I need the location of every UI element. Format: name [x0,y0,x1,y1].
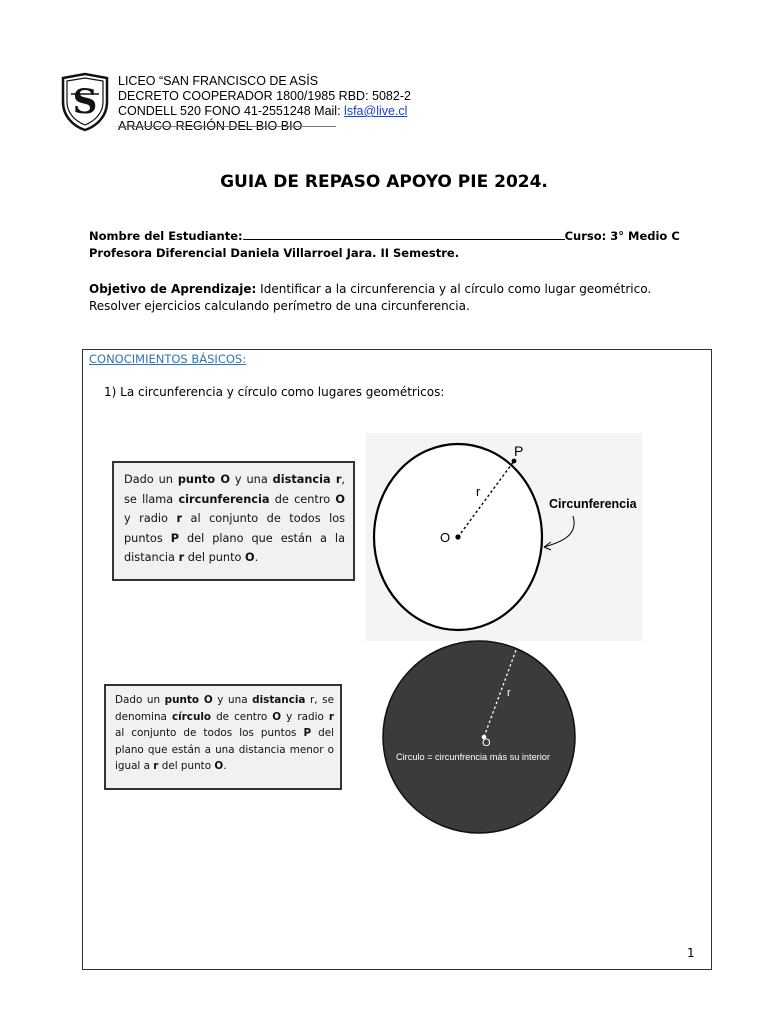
learning-objective [89,281,679,315]
definition-text-run: O [272,710,282,723]
section-heading: CONOCIMIENTOS BÁSICOS: [89,352,247,366]
center-point [455,534,460,539]
student-line [89,229,680,243]
school-decree: DECRETO COOPERADOR 1800/1985 RBD: 5082-2 [118,89,411,103]
filled-disk [383,641,575,833]
label-p: P [514,443,524,459]
definition-text-run: r [176,512,183,525]
circulo-figure [380,638,580,834]
definition-text-run: distancia r [272,473,342,486]
callout-label: Circunferencia [549,497,637,511]
definition-text-run: del plano que están a una distancia menor o igual a [115,727,334,772]
definition-text-run: del punto [158,760,215,772]
objective-text: Identificar a la circunferencia y al círculo como lugar geométrico. Resolver ejercicios calculando perímetro de una circunferencia. [89,282,652,313]
definition-text-run: punto O [164,694,213,706]
definition-text-run: r [153,760,159,772]
objective-label: Objetivo de Aprendizaje: [89,282,257,296]
school-header [118,74,411,134]
definition-text-run: y una [212,694,253,706]
email-link[interactable]: lsfa@live.cl [344,104,408,118]
definition-text-run: . [254,551,259,564]
definition-text-run: círculo [171,710,212,723]
definition-text-run: , se llama [124,473,345,506]
label-r: r [507,687,511,699]
definition-text-run: Dado un [124,473,178,486]
label-r: r [476,484,481,499]
page-number: 1 [687,946,695,960]
label-o: O [482,737,491,749]
definition-text-run: P [170,531,179,545]
definition-text-run: O [245,551,255,564]
student-name-blank[interactable] [243,229,565,240]
header-divider [118,126,336,127]
school-contact [118,104,411,119]
definition-text-run: O [335,492,346,506]
definition-text-run: punto O [177,473,231,486]
definition-text-run: circunferencia [178,492,270,506]
definition-text-run: . [223,760,227,772]
definition-text-run: Dado un [115,694,165,706]
definition-text-run: y radio [124,512,177,525]
definition-text-run: distancia [252,694,306,706]
student-name-label: Nombre del Estudiante: [89,229,243,243]
definition-text-run: del punto [184,551,246,564]
circunferencia-figure [366,433,642,641]
school-region: ARAUCO-REGIÓN DEL BIO BIO [118,119,303,133]
definition-box-circulo [104,684,342,790]
school-name: LICEO “SAN FRANCISCO DE ASÍS [118,74,319,88]
item-1: 1) La circunferencia y círculo como lugares geométricos: [104,385,445,399]
circle-caption: Circulo = circunfrencia más su interior [396,752,550,762]
definition-text-run: y radio [281,710,329,723]
definition-text-run: del plano que están a la distancia [124,531,345,564]
definition-text-run: r [178,551,185,564]
definition-text-run: al conjunto de todos los puntos [115,727,304,739]
definition-text-run: de centro [269,492,336,506]
school-logo [59,72,111,132]
definition-text-run: y una [230,473,273,486]
label-o: O [440,530,451,545]
definition-text-run: de centro [211,710,273,723]
logo-letter: S [72,82,98,122]
definition-text-run: r, se denomina [115,694,334,723]
teacher-line: Profesora Diferencial Daniela Villarroel Jara. II Semestre. [89,246,460,260]
definition-text-run: O [214,760,224,772]
school-address: CONDELL 520 FONO 41-2551248 Mail: [118,104,345,118]
definition-box-circunferencia [112,461,355,581]
point-p [512,459,517,464]
definition-text-run: al conjunto de todos los puntos [124,512,346,545]
definition-text-run: P [303,727,312,739]
page-title: GUIA DE REPASO APOYO PIE 2024. [220,172,548,192]
definition-text-run: r [328,710,334,723]
course-label: Curso: 3° Medio C [564,229,680,243]
